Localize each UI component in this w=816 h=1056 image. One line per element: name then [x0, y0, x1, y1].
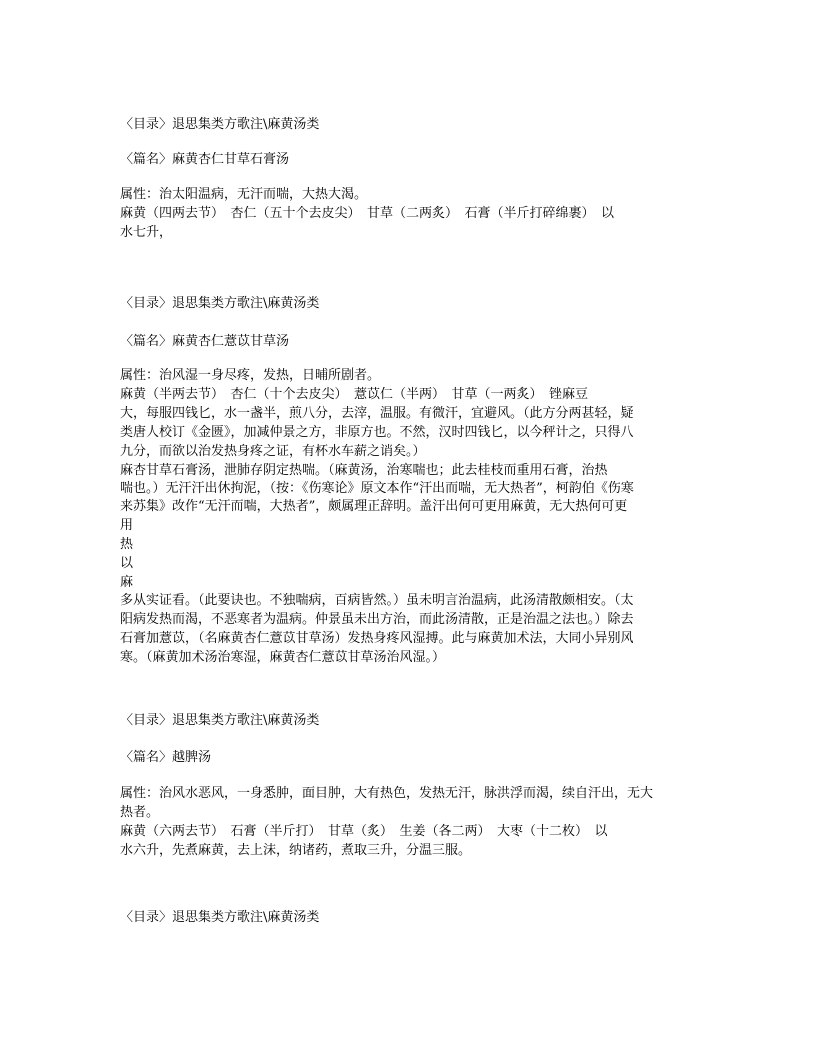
text-line: 麻黄（半两去节） 杏仁（十个去皮尖） 薏苡仁（半两） 甘草（一两炙） 锉麻豆 — [120, 387, 589, 402]
text-line: 石膏加薏苡，（名麻黄杏仁薏苡甘草汤）发热身疼风湿搏。此与麻黄加术法，大同小异别风 — [120, 631, 634, 646]
catalog-line: 〈目录〉退思集类方歌注\麻黄汤类 — [120, 117, 320, 132]
text-line: 以 — [120, 556, 134, 571]
text-line: 喘也。）无汗汗出休拘泥，（按：《伤寒论》原文本作“汗出而喘，无大热者”，柯韵伯《伤寒 — [120, 481, 634, 496]
text-line: 用 — [120, 518, 134, 533]
catalog-line: 〈目录〉退思集类方歌注\麻黄汤类 — [120, 910, 320, 925]
text-line: 热 — [120, 537, 134, 552]
text-line: 水六升，先煮麻黄，去上沫，纳诸药，煮取三升，分温三服。 — [120, 843, 472, 858]
text-line: 类唐人校订《金匮》，加减仲景之方，非原方也。不然，汉时四钱匕，以今秤计之，只得八 — [120, 425, 634, 440]
catalog-line: 〈目录〉退思集类方歌注\麻黄汤类 — [120, 713, 320, 728]
text-line: 九分，而欲以治发热身疼之证，有杯水车薪之诮矣。） — [120, 444, 426, 459]
text-line: 属性：治风水恶风，一身悉肿，面目肿，大有热色，发热无汗，脉洪浮而渴，续自汗出，无大 — [120, 786, 654, 801]
section-title: 〈篇名〉越脾汤 — [120, 750, 212, 765]
text-line: 麻杏甘草石膏汤，泄肺存阴定热喘。（麻黄汤，治寒喘也；此去桂枝而重用石膏，治热 — [120, 463, 608, 478]
section-title: 〈篇名〉麻黄杏仁甘草石膏汤 — [120, 152, 290, 167]
text-line: 热者。 — [120, 805, 160, 820]
text-line: 麻 — [120, 575, 134, 590]
catalog-line: 〈目录〉退思集类方歌注\麻黄汤类 — [120, 296, 320, 311]
text-line: 麻黄（四两去节） 杏仁（五十个去皮尖） 甘草（二两炙） 石膏（半斤打碎绵裹） 以 — [120, 206, 615, 221]
text-line: 大，每服四钱匕，水一盏半，煎八分，去滓，温服。有微汗，宜避风。（此方分两甚轻，疑 — [120, 406, 634, 421]
text-line: 麻黄（六两去节） 石膏（半斤打） 甘草（炙） 生姜（各二两） 大枣（十二枚） 以 — [120, 824, 608, 839]
section-title: 〈篇名〉麻黄杏仁薏苡甘草汤 — [120, 334, 290, 349]
text-line: 属性：治太阳温病，无汗而喘，大热大渴。 — [120, 187, 368, 202]
text-line: 寒。（麻黄加术汤治寒湿，麻黄杏仁薏苡甘草汤治风湿。） — [120, 650, 446, 665]
text-line: 属性：治风湿一身尽疼，发热，日晡所剧者。 — [120, 368, 381, 383]
text-line: 来苏集》改作“无汗而喘，大热者”，颇属理正辞明。盖汗出何可更用麻黄，无大热何可更 — [120, 499, 628, 514]
text-line: 阳病发热而渴，不恶寒者为温病。仲景虽未出方治，而此汤清散，正是治温之法也。）除去 — [120, 612, 634, 627]
text-line: 多从实证看。（此要诀也。不独喘病，百病皆然。）虽未明言治温病，此汤清散颇相安。（太 — [120, 593, 634, 608]
text-line: 水七升， — [120, 225, 173, 240]
